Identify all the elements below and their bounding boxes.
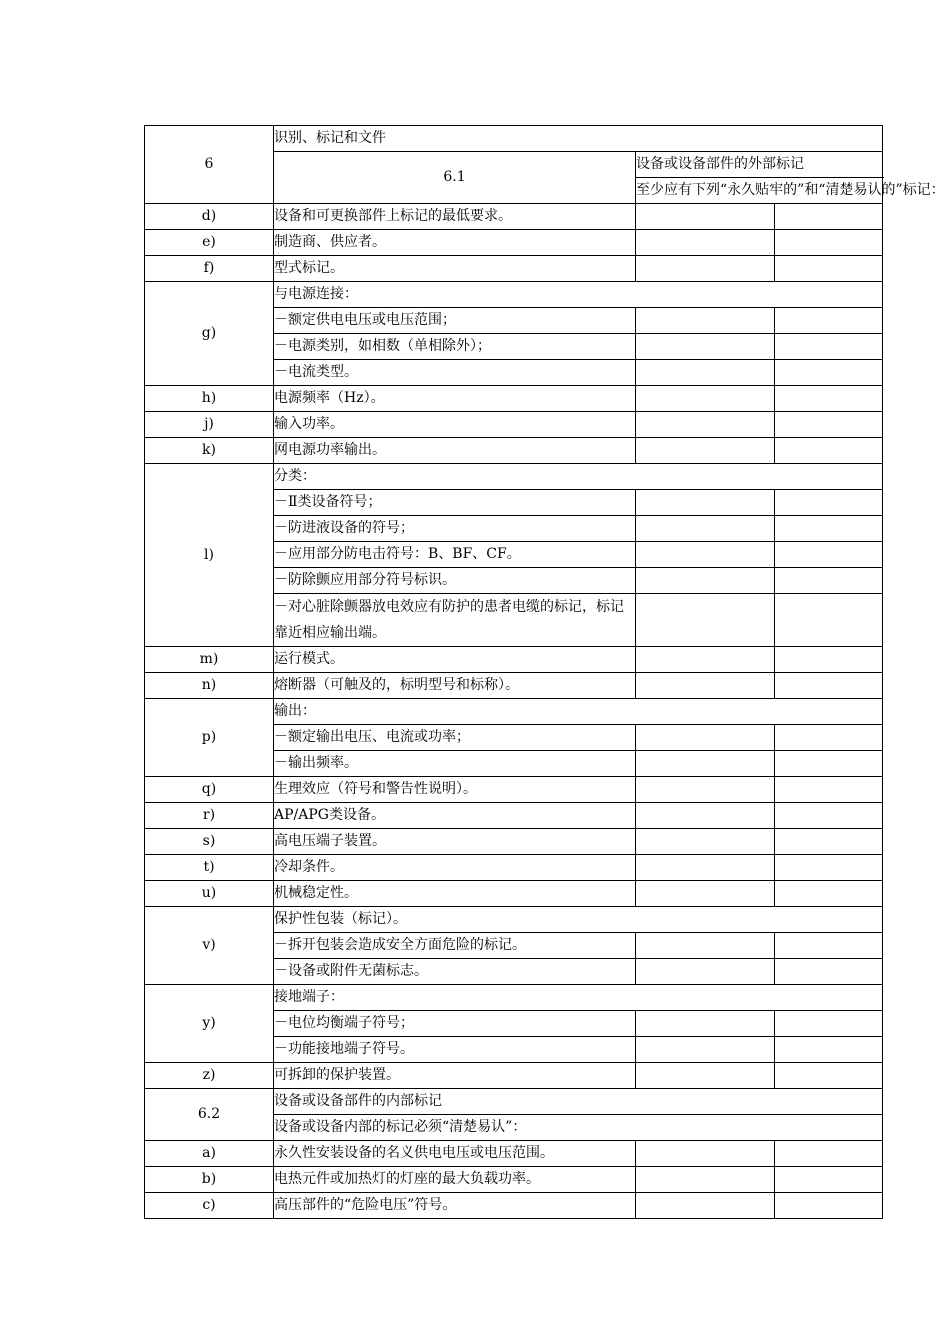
remark-cell: [775, 204, 883, 230]
remark-cell: [775, 594, 883, 647]
requirement-text: 设备或设备部件的内部标记: [274, 1089, 883, 1115]
remark-cell: [775, 1167, 883, 1193]
clause-number: g): [145, 282, 274, 386]
requirement-text: －额定供电电压或电压范围；: [274, 308, 636, 334]
clause-number: a): [145, 1141, 274, 1167]
requirement-text: 运行模式。: [274, 647, 636, 673]
requirement-text: 网电源功率输出。: [274, 438, 636, 464]
result-cell: [636, 386, 775, 412]
clause-number: y): [145, 985, 274, 1063]
result-cell: [636, 438, 775, 464]
result-cell: [636, 412, 775, 438]
clause-number: b): [145, 1167, 274, 1193]
requirement-text: 至少应有下列“永久贴牢的”和“清楚易认的”标记：: [636, 178, 883, 204]
remark-cell: [775, 673, 883, 699]
requirement-text: 保护性包装（标记）。: [274, 907, 883, 933]
remark-cell: [775, 308, 883, 334]
requirement-text: －输出频率。: [274, 751, 636, 777]
requirement-text: －防进液设备的符号；: [274, 516, 636, 542]
result-cell: [636, 490, 775, 516]
result-cell: [636, 542, 775, 568]
requirement-text: 高电压端子装置。: [274, 829, 636, 855]
result-cell: [636, 751, 775, 777]
result-cell: [636, 334, 775, 360]
remark-cell: [775, 855, 883, 881]
requirement-text: 机械稳定性。: [274, 881, 636, 907]
remark-cell: [775, 1063, 883, 1089]
clause-number: n): [145, 673, 274, 699]
result-cell: [636, 308, 775, 334]
requirement-text: 高压部件的“危险电压”符号。: [274, 1193, 636, 1219]
result-cell: [636, 777, 775, 803]
requirement-text: 生理效应（符号和警告性说明）。: [274, 777, 636, 803]
requirement-text: 输入功率。: [274, 412, 636, 438]
requirement-text: 电热元件或加热灯的灯座的最大负载功率。: [274, 1167, 636, 1193]
remark-cell: [775, 412, 883, 438]
requirement-text: －应用部分防电击符号：B、BF、CF。: [274, 542, 636, 568]
requirement-text: 电源频率（Hz）。: [274, 386, 636, 412]
requirements-table-body: [145, 126, 945, 1219]
requirement-text: 型式标记。: [274, 256, 636, 282]
clause-number: u): [145, 881, 274, 907]
requirement-text: 设备或设备部件的外部标记: [636, 152, 883, 178]
table-row: [145, 647, 883, 673]
result-cell: [636, 1141, 775, 1167]
remark-cell: [775, 881, 883, 907]
requirement-text: －电源类别，如相数（单相除外）；: [274, 334, 636, 360]
clause-number: t): [145, 855, 274, 881]
requirement-text: 可拆卸的保护装置。: [274, 1063, 636, 1089]
requirement-text: －防除颤应用部分符号标识。: [274, 568, 636, 594]
remark-cell: [775, 516, 883, 542]
result-cell: [636, 360, 775, 386]
result-cell: [636, 594, 775, 647]
remark-cell: [775, 803, 883, 829]
clause-number: z): [145, 1063, 274, 1089]
remark-cell: [775, 1037, 883, 1063]
remark-cell: [775, 751, 883, 777]
result-cell: [636, 933, 775, 959]
clause-number: c): [145, 1193, 274, 1219]
clause-number: j): [145, 412, 274, 438]
remark-cell: [775, 1011, 883, 1037]
remark-cell: [775, 1141, 883, 1167]
table-row: [145, 282, 883, 308]
result-cell: [636, 1063, 775, 1089]
table-row: [145, 204, 883, 230]
table-row: [145, 1167, 883, 1193]
remark-cell: [775, 438, 883, 464]
requirement-text: －电位均衡端子符号；: [274, 1011, 636, 1037]
table-row: [145, 386, 883, 412]
requirement-text: 识别、标记和文件: [274, 126, 883, 152]
table-row: [145, 1141, 883, 1167]
requirement-text: －电流类型。: [274, 360, 636, 386]
table-row: [145, 829, 883, 855]
requirements-table: [144, 125, 945, 1219]
table-row: [145, 1063, 883, 1089]
table-row: [145, 699, 883, 725]
clause-number: s): [145, 829, 274, 855]
table-row: [145, 855, 883, 881]
remark-cell: [775, 829, 883, 855]
requirement-text: －Ⅱ类设备符号；: [274, 490, 636, 516]
table-row: [145, 907, 883, 933]
clause-number: 6.1: [274, 152, 636, 204]
clause-number: h): [145, 386, 274, 412]
table-row: [145, 985, 883, 1011]
clause-number: p): [145, 699, 274, 777]
clause-number: v): [145, 907, 274, 985]
clause-number: e): [145, 230, 274, 256]
result-cell: [636, 256, 775, 282]
remark-cell: [775, 256, 883, 282]
requirement-text: 永久性安装设备的名义供电电压或电压范围。: [274, 1141, 636, 1167]
clause-number: k): [145, 438, 274, 464]
requirement-text: 设备或设备内部的标记必须“清楚易认”：: [274, 1115, 883, 1141]
clause-number: 6: [145, 126, 274, 204]
remark-cell: [775, 1193, 883, 1219]
requirement-text: 分类：: [274, 464, 883, 490]
requirement-text: 冷却条件。: [274, 855, 636, 881]
remark-cell: [775, 334, 883, 360]
table-row: [145, 230, 883, 256]
requirement-text: 接地端子：: [274, 985, 883, 1011]
requirement-text: AP/APG类设备。: [274, 803, 636, 829]
remark-cell: [775, 568, 883, 594]
table-row: [145, 412, 883, 438]
result-cell: [636, 204, 775, 230]
remark-cell: [775, 725, 883, 751]
table-row: [145, 438, 883, 464]
remark-cell: [775, 933, 883, 959]
result-cell: [636, 959, 775, 985]
requirement-text: 设备和可更换部件上标记的最低要求。: [274, 204, 636, 230]
result-cell: [636, 881, 775, 907]
remark-cell: [775, 647, 883, 673]
clause-number: r): [145, 803, 274, 829]
table-row: [145, 464, 883, 490]
clause-number: q): [145, 777, 274, 803]
result-cell: [636, 673, 775, 699]
remark-cell: [775, 230, 883, 256]
result-cell: [636, 829, 775, 855]
requirement-text: 输出：: [274, 699, 883, 725]
remark-cell: [775, 959, 883, 985]
clause-number: d): [145, 204, 274, 230]
table-row: [145, 777, 883, 803]
result-cell: [636, 1167, 775, 1193]
clause-number: m): [145, 647, 274, 673]
table-row: [145, 126, 883, 152]
requirement-text: －拆开包装会造成安全方面危险的标记。: [274, 933, 636, 959]
result-cell: [636, 230, 775, 256]
remark-cell: [775, 542, 883, 568]
clause-number: 6.2: [145, 1089, 274, 1141]
clause-number: l): [145, 464, 274, 647]
result-cell: [636, 803, 775, 829]
requirement-text: －功能接地端子符号。: [274, 1037, 636, 1063]
remark-cell: [775, 490, 883, 516]
remark-cell: [775, 777, 883, 803]
result-cell: [636, 568, 775, 594]
result-cell: [636, 516, 775, 542]
result-cell: [636, 1011, 775, 1037]
table-row: [145, 256, 883, 282]
table-row: [145, 1193, 883, 1219]
requirement-text: 与电源连接：: [274, 282, 883, 308]
requirement-text: 制造商、供应者。: [274, 230, 636, 256]
requirement-text: －对心脏除颤器放电效应有防护的患者电缆的标记，标记靠近相应输出端。: [274, 594, 636, 647]
table-row: [145, 673, 883, 699]
requirement-text: －额定输出电压、电流或功率；: [274, 725, 636, 751]
clause-number: f): [145, 256, 274, 282]
requirement-text: －设备或附件无菌标志。: [274, 959, 636, 985]
table-row: [145, 881, 883, 907]
result-cell: [636, 855, 775, 881]
result-cell: [636, 1193, 775, 1219]
table-row: [145, 803, 883, 829]
table-row: [145, 1089, 883, 1115]
result-cell: [636, 647, 775, 673]
requirement-text: 熔断器（可触及的，标明型号和标称）。: [274, 673, 636, 699]
result-cell: [636, 725, 775, 751]
remark-cell: [775, 360, 883, 386]
remark-cell: [775, 386, 883, 412]
result-cell: [636, 1037, 775, 1063]
